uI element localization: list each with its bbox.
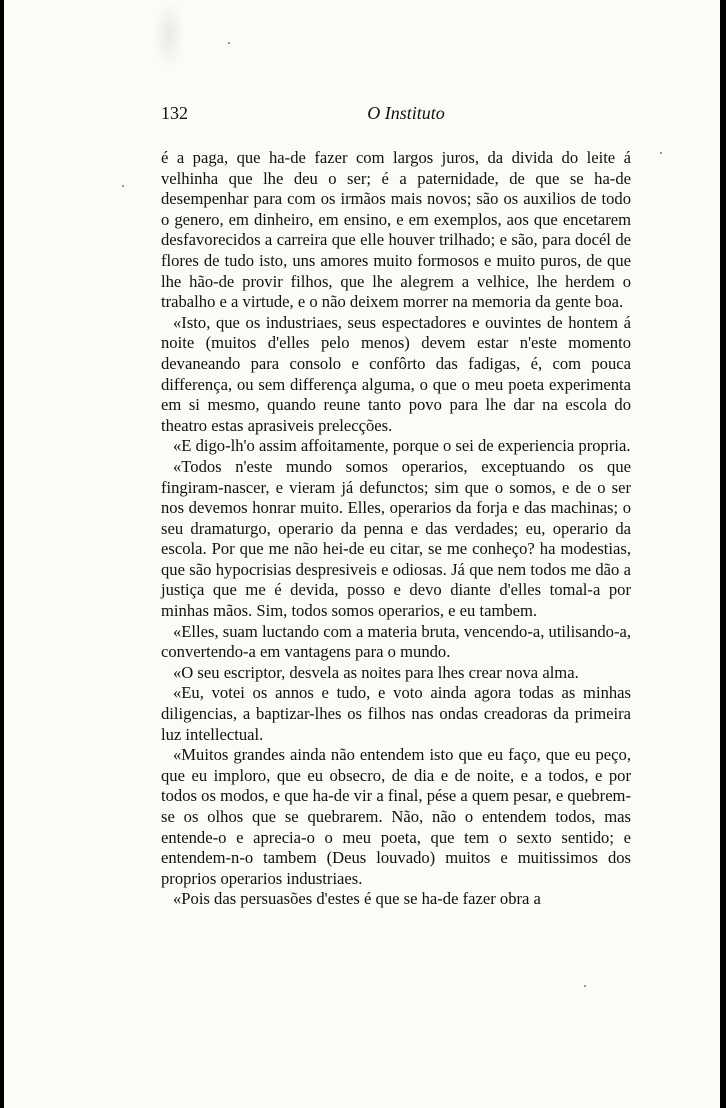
paragraph-4: «Todos n'este mundo somos operarios, exceptuando os que fingiram-nascer, e vieram já defunctos; sim que o somos, e de o ser nos devemos honrar muito. Elles, operarios da forja e das machinas; o seu dramaturgo, operario da penna e das verdades; eu, operario da escola. Por que me não hei-de eu citar, se me conheço? ha modestias, que são hypocrisias despresiveis e odiosas. Já que nem todos me dão a justiça que me é devida, posso e devo diante d'elles tomal-a por minhas mãos. Sim, todos somos operarios, e eu tambem.	[161, 456, 631, 621]
paragraph-5: «Elles, suam luctando com a materia bruta, vencendo-a, utilisando-a, convertendo-a em vantagens para o mundo.	[161, 621, 632, 662]
paragraph-6: «O seu escriptor, desvela as noites para lhes crear nova alma.	[173, 662, 579, 682]
body-text	[161, 148, 631, 910]
paragraph-8: «Muitos grandes ainda não entendem isto que eu faço, que eu peço, que eu imploro, que eu obsecro, de dia e de noite, e a todos, e por todos os modos, e que ha-de vir a final, pése a quem pesar, e quebrem-se os olhos que se quebrarem. Não, não o entendem todos, mas entende-o e aprecia-o o meu poeta, que tem o sexto sentido; e entendem-n-o tambem (Deus louvado) muitos e muitissimos dos proprios operarios industriaes.	[161, 745, 631, 888]
paragraph-9: «Pois das persuasões d'estes é que se ha-de fazer obra a	[173, 889, 541, 909]
paragraph-1: é a paga, que ha-de fazer com largos juros, da divida do leite á velhinha que lhe deu o ser; é a paternidade, de que se ha-de desempenhar para com os irmãos mais novos; são os auxilios de todo o genero, em dinheiro, em ensino, e em exemplos, aos que encetarem desfavorecidos a carreira que elle houver trilhado; e são, para docél de flores de tudo isto, uns amores muito formosos e muito puros, de que lhe hão-de provir filhos, que lhe alegrem a velhice, lhe herdem o trabalho e a virtude, e o não deixem morrer na memoria da gente boa.	[161, 148, 631, 312]
paper-speck	[584, 985, 586, 987]
paper-speck	[228, 42, 230, 44]
paragraph-3: «E digo-lh'o assim affoitamente, porque o sei de experiencia propria.	[173, 436, 631, 456]
paragraph-7: «Eu, votei os annos e tudo, e voto ainda agora todas as minhas diligencias, a baptizar-lhes os filhos nas ondas creadoras da primeira luz intellectual.	[161, 683, 631, 744]
running-title: O Instituto	[367, 103, 445, 123]
paper-speck	[122, 185, 124, 187]
book-page	[4, 0, 720, 1108]
page-number: 132	[161, 103, 188, 123]
paragraph-2: «Isto, que os industriaes, seus espectadores e ouvintes de hontem á noite (muitos d'elles pelo menos) devem estar n'este momento devaneando para consolo e confôrto das fadigas, é, com pouca differença, ou sem differença alguma, o que o meu poeta experimenta em si mesmo, quando reune tanto povo para lhe dar na escola do theatro estas aprasiveis prelecções.	[161, 312, 631, 435]
page-header	[161, 103, 631, 129]
paper-speck	[660, 152, 662, 154]
